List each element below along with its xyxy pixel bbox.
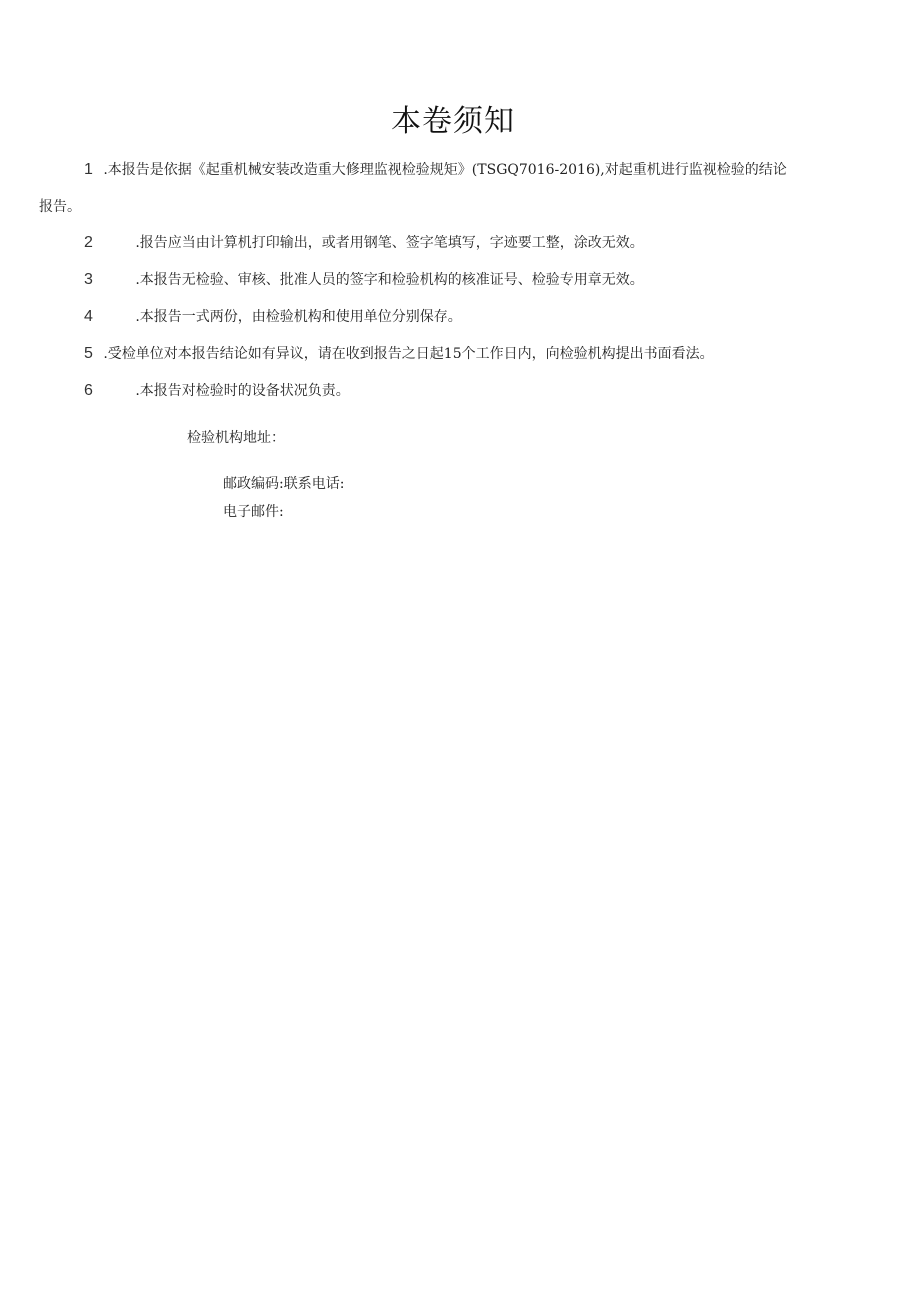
item-text: .本报告一式两份，由检验机构和使用单位分别保存。 <box>135 309 462 325</box>
item-number: 4 <box>84 308 93 325</box>
item-text: .受检单位对本报告结论如有异议，请在收到报告之日起15个工作日内，向检验机构提出书面看法。 <box>103 346 714 362</box>
item-text: .本报告对检验时的设备状况负责。 <box>135 383 350 399</box>
notice-item-3 <box>84 270 644 290</box>
item-text: .报告应当由计算机打印输出，或者用钢笔、签字笔填写，字迹要工整，涂改无效。 <box>135 235 644 251</box>
notice-item-2 <box>84 233 644 253</box>
notice-item-4 <box>84 307 462 327</box>
postal-code-phone-label: 邮政编码:联系电话: <box>223 476 345 492</box>
item-text: .本报告无检验、审核、批准人员的签字和检验机构的核准证号、检验专用章无效。 <box>135 272 644 288</box>
notice-item-5 <box>84 344 714 364</box>
notice-item-1-continuation: 报告。 <box>39 199 81 215</box>
institution-address-label: 检验机构地址： <box>187 430 285 446</box>
notice-item-6 <box>84 381 350 401</box>
item-number: 5 <box>84 345 93 362</box>
item-text: .本报告是依据《起重机械安装改造重大修理监视检验规矩》(TSGQ7016-2016),对起重机进行监视检验的结论 <box>103 162 787 178</box>
item-number: 2 <box>84 234 93 251</box>
item-number: 1 <box>84 161 93 178</box>
page-title: 本卷须知 <box>391 104 515 139</box>
email-label: 电子邮件: <box>223 504 284 520</box>
item-number: 3 <box>84 271 93 288</box>
notice-item-1 <box>84 160 787 180</box>
item-number: 6 <box>84 382 93 399</box>
